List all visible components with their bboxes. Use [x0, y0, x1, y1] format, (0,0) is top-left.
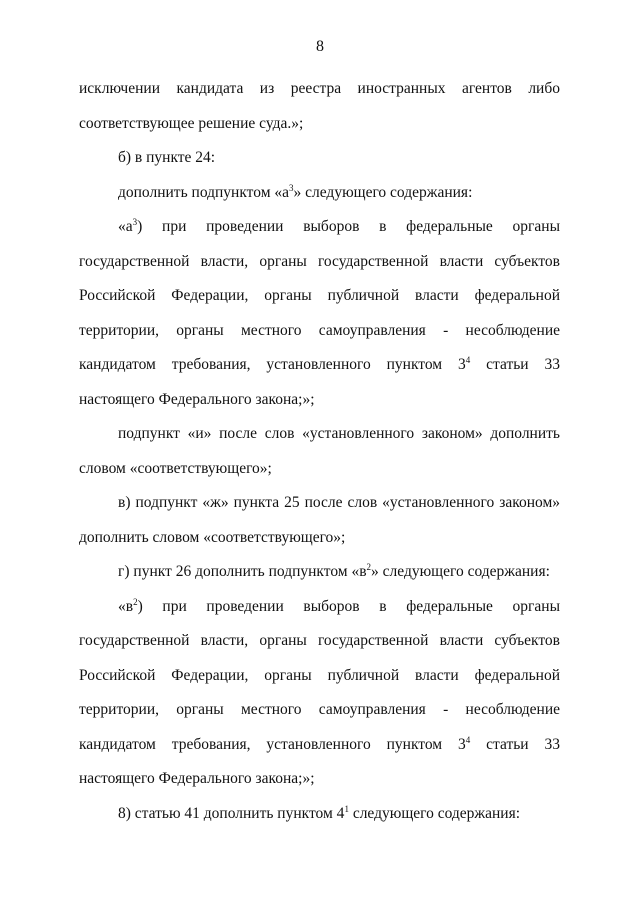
- superscript: 3: [132, 217, 138, 227]
- paragraph-line: соответствующее решение суда.»;: [79, 114, 304, 132]
- page-number: 8: [316, 38, 324, 55]
- text-segment: «в: [118, 597, 134, 615]
- document-body: [79, 72, 560, 831]
- paragraph-subitem-v2-text: [79, 590, 560, 797]
- paragraph-continuation: [79, 72, 560, 141]
- superscript: 4: [465, 734, 471, 745]
- text-segment: «а: [118, 218, 133, 235]
- text-segment: следующего содержания:: [348, 804, 521, 822]
- paragraph-item-v: в) подпункт «ж» пункта 25 после слов «установленного законом» дополнить словом «соответствующего»;: [79, 494, 560, 546]
- text-segment: г) пункт 26 дополнить подпунктом «в: [118, 563, 367, 580]
- text-segment: статьи 33 настоящего Федерального закона;»;: [79, 735, 560, 787]
- paragraph-subitem-a3-text: [79, 210, 560, 417]
- paragraph-line: исключении кандидата из реестра иностранных агентов либо: [79, 80, 560, 97]
- paragraph-add-subitem-a3: [79, 176, 560, 211]
- text-segment: » следующего содержания:: [371, 563, 550, 580]
- text-segment: дополнить подпунктом «а: [118, 183, 290, 201]
- superscript: 2: [366, 562, 372, 572]
- text-segment: 8) статью 41 дополнить пунктом 4: [118, 804, 345, 822]
- superscript: 3: [289, 182, 294, 193]
- text-segment: ) при проведении выборов в федеральные органы государственной власти, органы государственной власти субъектов Российской Федерации, органы публичной власти федеральной территории, органы местного самоуправления - несоблюдение кандидатом требования, установленного пунктом 3: [79, 218, 560, 373]
- superscript: 2: [133, 596, 138, 607]
- text-segment: статьи 33 настоящего Федерального закона;»;: [79, 356, 560, 408]
- text-segment: » следующего содержания:: [293, 183, 473, 201]
- paragraph-item-b: б) в пункте 24:: [118, 149, 216, 166]
- superscript: 1: [344, 803, 349, 814]
- superscript: 4: [465, 355, 471, 365]
- paragraph-item-g: [79, 555, 560, 590]
- paragraph-item-8: [79, 797, 560, 832]
- paragraph-subitem-i: подпункт «и» после слов «установленного законом» дополнить словом «соответствующего»;: [79, 425, 560, 477]
- text-segment: ) при проведении выборов в федеральные органы государственной власти, органы государственной власти субъектов Российской Федерации, органы публичной власти федеральной территории, органы местного самоуправления - несоблюдение кандидатом требования, установленного пунктом 3: [79, 597, 560, 753]
